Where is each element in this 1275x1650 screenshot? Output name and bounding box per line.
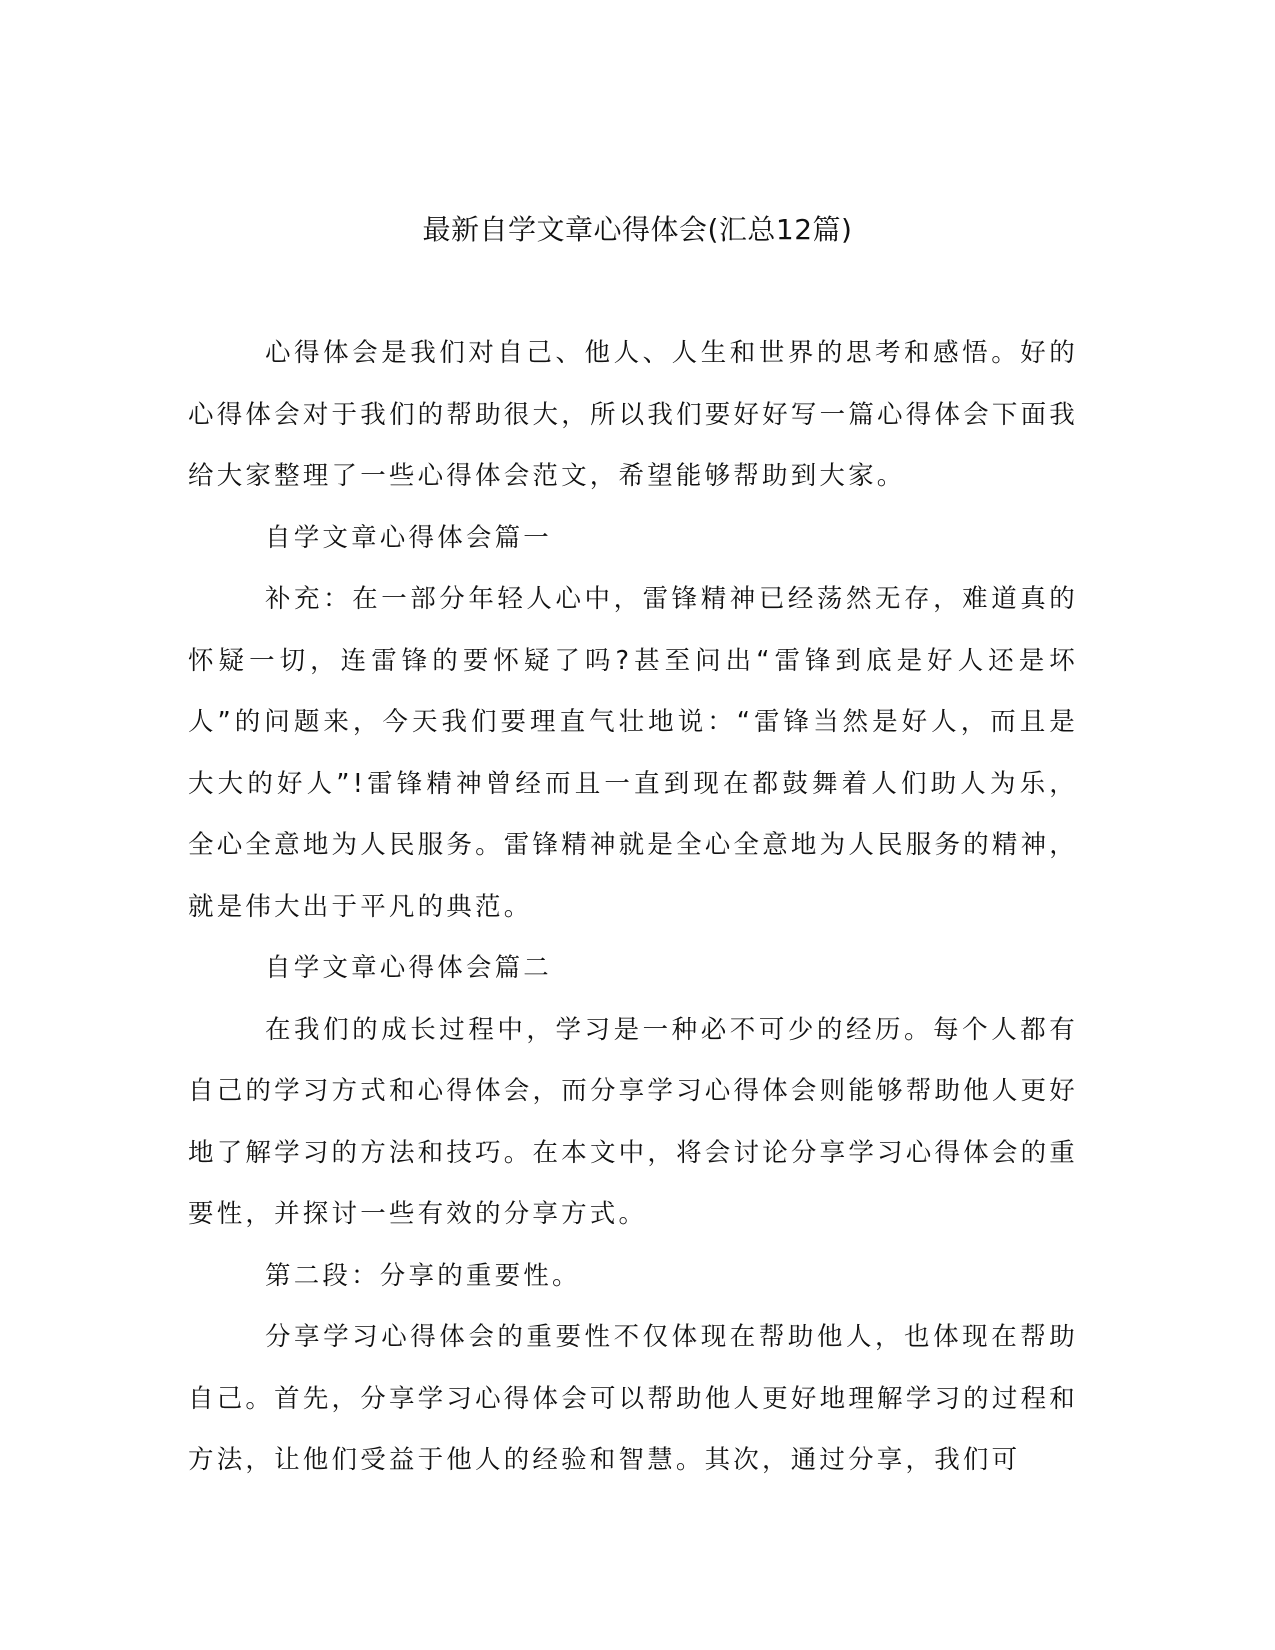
document-body [188, 323, 1078, 1492]
subsection-heading: 第二段：分享的重要性。 [265, 1260, 581, 1291]
document-title: 最新自学文章心得体会(汇总12篇) [422, 213, 853, 246]
intro-paragraph: 心得体会是我们对自己、他人、人生和世界的思考和感悟。好的心得体会对于我们的帮助很大，所以我们要好好写一篇心得体会下面我给大家整理了一些心得体会范文，希望能够帮助到大家。 [188, 338, 1078, 491]
section-heading-1: 自学文章心得体会篇一 [265, 522, 553, 553]
section-2-paragraph: 在我们的成长过程中，学习是一种必不可少的经历。每个人都有自己的学习方式和心得体会，而分享学习心得体会则能够帮助他人更好地了解学习的方法和技巧。在本文中，将会讨论分享学习心得体会的重要性，并探讨一些有效的分享方式。 [188, 1014, 1078, 1229]
subsection-paragraph: 分享学习心得体会的重要性不仅体现在帮助他人，也体现在帮助自己。首先，分享学习心得体会可以帮助他人更好地理解学习的过程和方法，让他们受益于他人的经验和智慧。其次，通过分享，我们可 [188, 1322, 1078, 1475]
section-heading-2: 自学文章心得体会篇二 [265, 953, 553, 983]
section-1-paragraph: 补充：在一部分年轻人心中，雷锋精神已经荡然无存，难道真的怀疑一切，连雷锋的要怀疑了吗?甚至问出“雷锋到底是好人还是坏人”的问题来，今天我们要理直气壮地说：“雷锋当然是好人，而且是大大的好人”!雷锋精神曾经而且一直到现在都鼓舞着人们助人为乐，全心全意地为人民服务。雷锋精神就是全心全意地为人民服务的精神，就是伟大出于平凡的典范。 [188, 584, 1078, 922]
